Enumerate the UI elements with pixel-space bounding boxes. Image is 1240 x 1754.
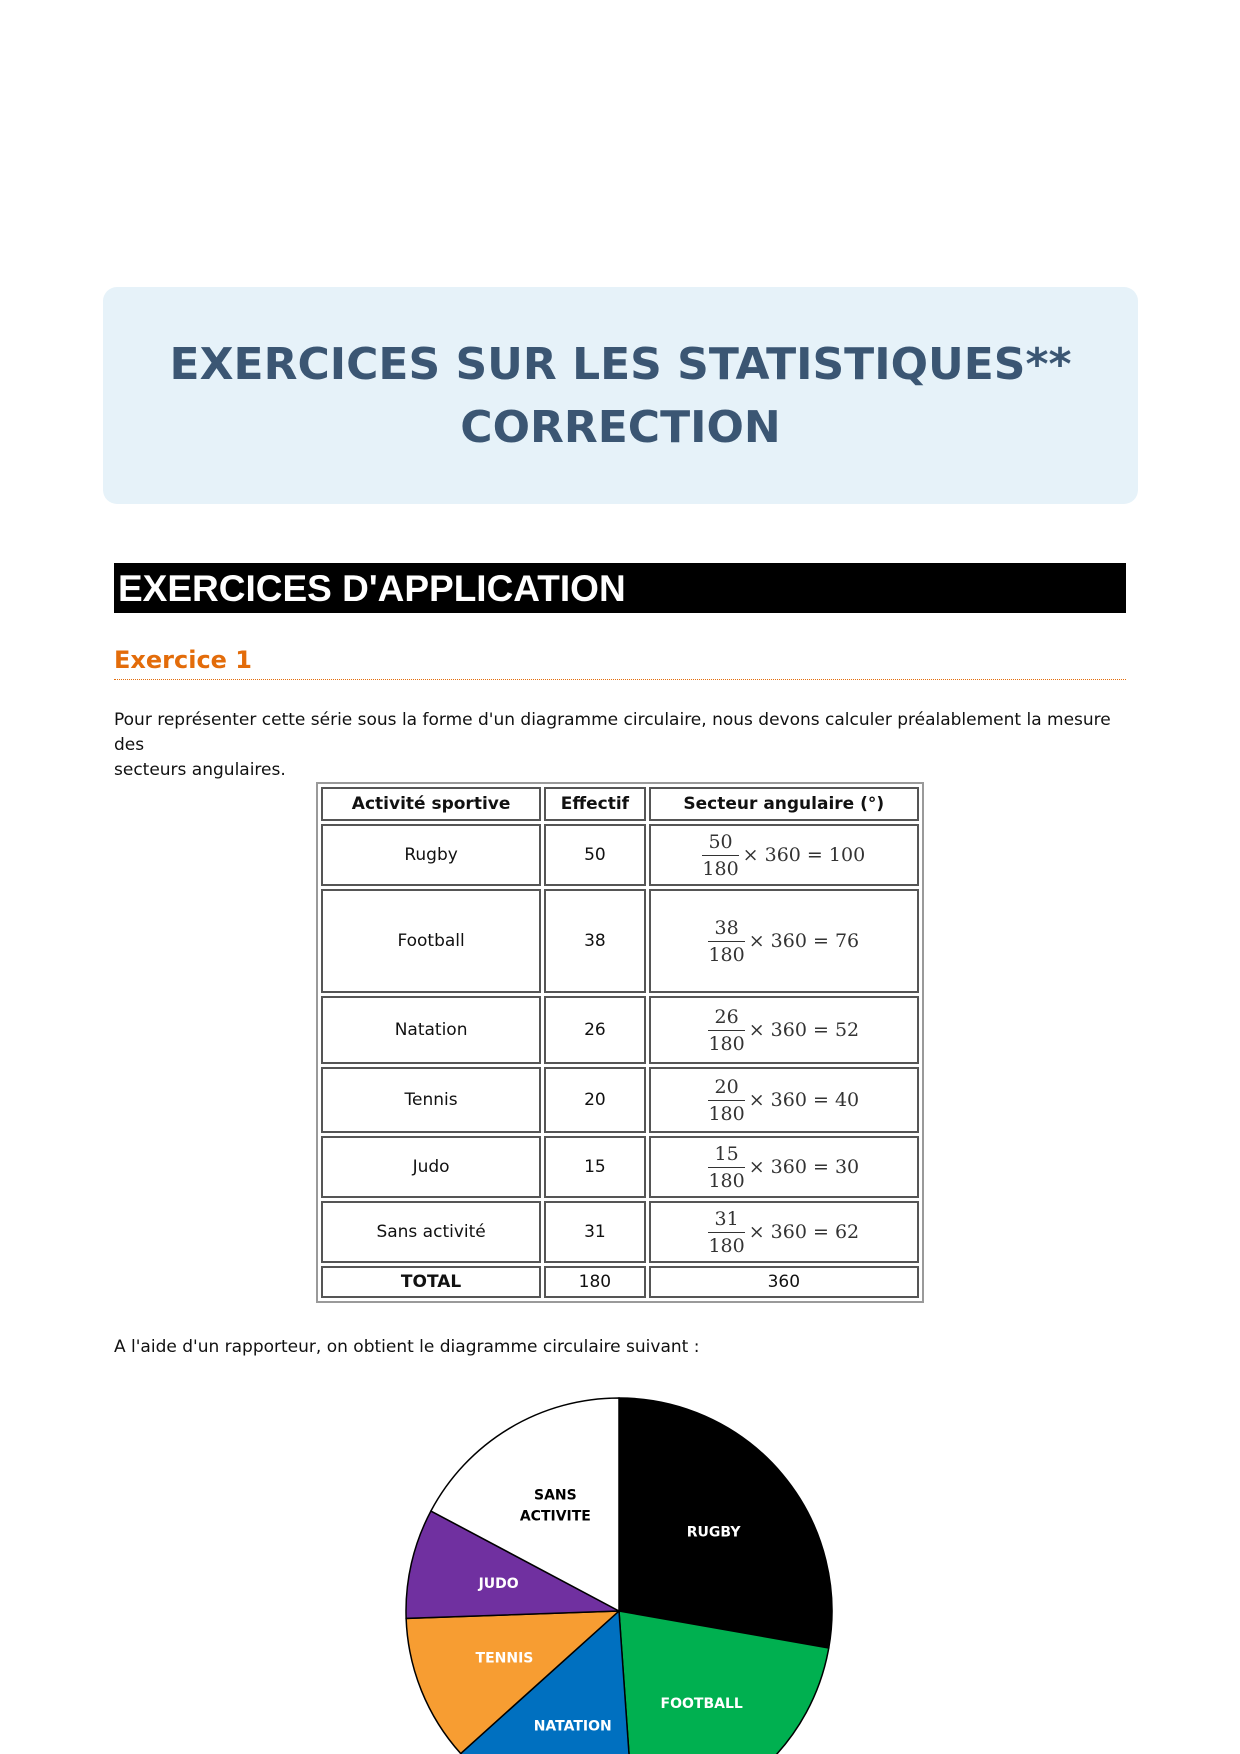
angle-formula: × 360 = 100 xyxy=(742,844,866,866)
cell-count: 26 xyxy=(544,996,645,1064)
cell-activity: Sans activité xyxy=(321,1201,541,1263)
section-title: EXERCICES D'APPLICATION xyxy=(118,568,626,609)
chart-intro: A l'aide d'un rapporteur, on obtient le diagramme circulaire suivant : xyxy=(114,1337,700,1357)
cell-angle xyxy=(649,824,919,886)
fraction-numerator: 26 xyxy=(708,1005,744,1031)
angle-formula: × 360 = 62 xyxy=(748,1221,860,1243)
fraction-numerator: 38 xyxy=(708,916,744,942)
pie-chart xyxy=(396,1388,846,1754)
table-row xyxy=(321,889,919,993)
section-header xyxy=(114,563,1126,613)
header-angle: Secteur angulaire (°) xyxy=(649,787,919,821)
pie-slice-rugby xyxy=(619,1398,832,1648)
cell-activity: Rugby xyxy=(321,824,541,886)
intro-line-2: secteurs angulaires. xyxy=(114,760,286,780)
angle-formula: × 360 = 76 xyxy=(748,930,860,952)
pie-label-tennis: TENNIS xyxy=(475,1650,534,1667)
cell-count: 38 xyxy=(544,889,645,993)
pie-label-judo: JUDO xyxy=(478,1576,519,1593)
fraction xyxy=(708,1075,744,1126)
title-box xyxy=(103,287,1138,504)
cell-angle xyxy=(649,996,919,1064)
cell-count: 15 xyxy=(544,1136,645,1198)
exercise-title: Exercice 1 xyxy=(114,646,252,674)
cell-total-label: TOTAL xyxy=(321,1266,541,1298)
table-row xyxy=(321,1136,919,1198)
fraction-numerator: 31 xyxy=(708,1207,744,1233)
fraction-denominator: 180 xyxy=(708,943,745,966)
intro-line-1: Pour représenter cette série sous la forme d'un diagramme circulaire, nous devons calculer préalablement la mesure des xyxy=(114,710,1111,755)
cell-count: 50 xyxy=(544,824,645,886)
fraction xyxy=(708,1005,744,1056)
pie-label-natation: NATATION xyxy=(533,1718,612,1735)
pie-label-football: FOOTBALL xyxy=(660,1695,743,1712)
header-count: Effectif xyxy=(544,787,645,821)
cell-angle xyxy=(649,1201,919,1263)
cell-activity: Judo xyxy=(321,1136,541,1198)
angle-formula: × 360 = 40 xyxy=(748,1089,860,1111)
fraction xyxy=(708,1207,744,1258)
fraction xyxy=(702,830,738,881)
table-row xyxy=(321,1067,919,1133)
fraction-numerator: 50 xyxy=(702,830,738,856)
pie-label-rugby: RUGBY xyxy=(686,1524,741,1541)
table-total-row xyxy=(321,1266,919,1298)
fraction-denominator: 180 xyxy=(708,1169,745,1192)
page-title-line1: EXERCICES SUR LES STATISTIQUES** xyxy=(169,339,1072,390)
fraction-numerator: 20 xyxy=(708,1075,744,1101)
cell-angle xyxy=(649,889,919,993)
table-row xyxy=(321,996,919,1064)
cell-activity: Tennis xyxy=(321,1067,541,1133)
header-activity: Activité sportive xyxy=(321,787,541,821)
stats-table xyxy=(316,782,924,1303)
cell-activity: Natation xyxy=(321,996,541,1064)
angle-formula: × 360 = 30 xyxy=(748,1156,860,1178)
fraction-numerator: 15 xyxy=(708,1142,744,1168)
fraction-denominator: 180 xyxy=(708,1032,745,1055)
cell-activity: Football xyxy=(321,889,541,993)
cell-total-count: 180 xyxy=(544,1266,645,1298)
table-header-row xyxy=(321,787,919,821)
pie-label-sans-activite: SANS ACTIVITE xyxy=(519,1487,591,1525)
page-title-line2: CORRECTION xyxy=(460,402,781,453)
exercise-divider xyxy=(114,679,1126,680)
fraction-denominator: 180 xyxy=(702,857,739,880)
cell-count: 31 xyxy=(544,1201,645,1263)
angle-formula: × 360 = 52 xyxy=(748,1019,860,1041)
fraction xyxy=(708,916,744,967)
cell-total-angle: 360 xyxy=(649,1266,919,1298)
fraction xyxy=(708,1142,744,1193)
table-row xyxy=(321,1201,919,1263)
table-row xyxy=(321,824,919,886)
cell-angle xyxy=(649,1067,919,1133)
intro-paragraph xyxy=(114,708,1129,783)
cell-count: 20 xyxy=(544,1067,645,1133)
pie-chart-svg xyxy=(396,1388,846,1754)
fraction-denominator: 180 xyxy=(708,1234,745,1257)
cell-angle xyxy=(649,1136,919,1198)
fraction-denominator: 180 xyxy=(708,1102,745,1125)
